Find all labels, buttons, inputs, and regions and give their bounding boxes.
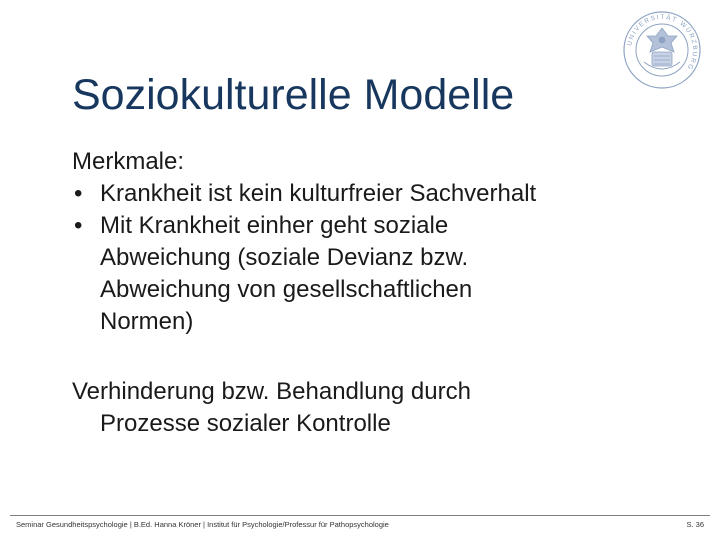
bullet-item: [72, 210, 672, 338]
bullet-text: Krankheit ist kein kulturfreier Sachverhalt: [100, 180, 537, 207]
closing-line: Prozesse sozialer Kontrolle: [100, 410, 391, 437]
bullet-glyph: •: [74, 212, 83, 239]
bullet-text-line: Normen): [100, 308, 194, 335]
university-seal-icon: [622, 10, 702, 90]
page-number: S. 36: [686, 520, 704, 529]
bullet-glyph: •: [74, 180, 83, 207]
intro-label: Merkmale:: [72, 148, 185, 175]
slide-title: Soziokulturelle Modelle: [72, 71, 515, 119]
bullet-text-line: Abweichung von gesellschaftlichen: [100, 276, 473, 303]
bullet-item: [72, 178, 672, 210]
footer-text: Seminar Gesundheitspsychologie | B.Ed. Hanna Kröner | Institut für Psychologie/Professur für Pathopsychologie: [16, 520, 389, 529]
footer-divider: [10, 515, 710, 516]
closing-line: Verhinderung bzw. Behandlung durch: [72, 378, 471, 405]
slide-body: [72, 146, 672, 440]
paragraph-spacer: [72, 338, 672, 376]
bullet-text-line: Abweichung (soziale Devianz bzw.: [100, 244, 469, 271]
bullet-text: [100, 210, 672, 338]
bullet-text-line: Mit Krankheit einher geht soziale: [100, 212, 449, 239]
seal-text: UNIVERSITÄT WÜRZBURG: [626, 13, 699, 72]
